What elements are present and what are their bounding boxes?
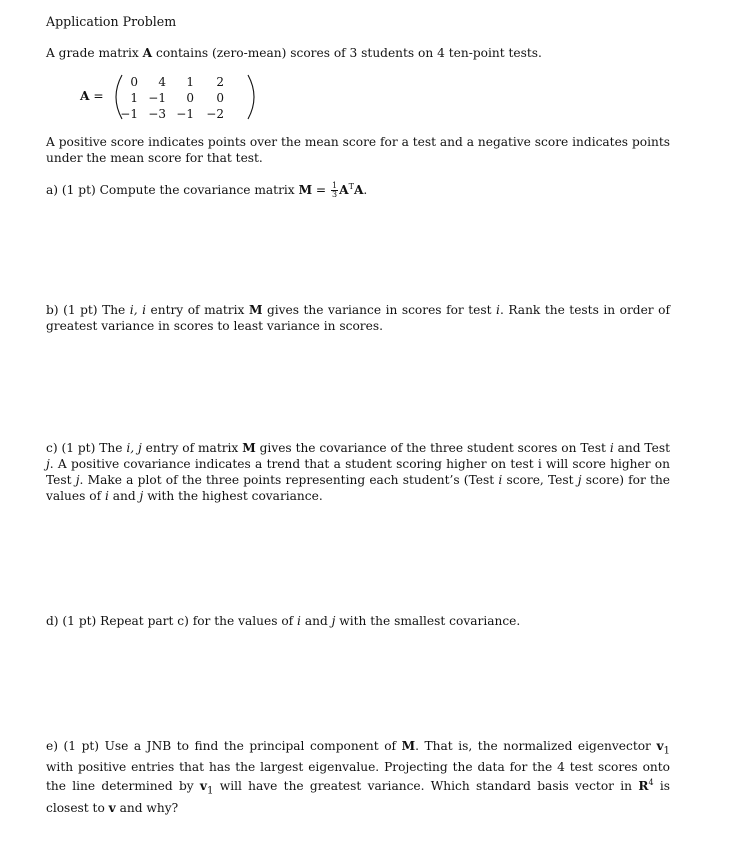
fraction: $\frac{1}{3}$ — [332, 181, 338, 200]
matrix-cell: 0 — [216, 91, 224, 105]
matrix-cell: −1 — [148, 91, 166, 105]
matrix-cell: 0 — [186, 91, 194, 105]
matrix-cell: 4 — [158, 75, 166, 89]
matrix-cell: −2 — [206, 107, 224, 121]
question-e: e) (1 pt) Use a JNB to find the principal component of M. That is, the normalized eigenvector $v_1$ with positive entries that has the largest eigenvalue. Projecting the data for the 4 test scores onto the line determined by $v_1$ will have the greatest variance. Which standard basis vector in $R^4$ is closest to v and why? — [46, 739, 671, 815]
matrix-cell: 0 — [130, 75, 138, 89]
question-b: b) (1 pt) The i, i entry of matrix M gives the variance in scores for test i. Rank the tests in order of greatest variance in scores to least variance in scores. — [46, 303, 670, 333]
matrix-cell: 1 — [130, 91, 138, 105]
grade-matrix — [108, 73, 262, 121]
question-a: a) (1 pt) Compute the covariance matrix M = $\frac{1}{3}$ $A^TA$. — [46, 181, 368, 200]
matrix-cell: −3 — [148, 107, 166, 121]
page-heading: Application Problem — [46, 14, 177, 29]
matrix-cell: 2 — [216, 75, 224, 89]
matrix-cell: 1 — [186, 75, 194, 89]
score-note: A positive score indicates points over the mean score for a test and a negative score indicates points under the mean score for that test. — [46, 135, 670, 165]
question-c: c) (1 pt) The i, j entry of matrix M gives the covariance of the three student scores on Test i and Test j. A positive covariance indicates a trend that a student scoring higher on test i will score higher on Test j. Make a plot of the three points representing each student’s (Test i score, Test j score) for the values of i and j with the highest covariance. — [46, 441, 671, 503]
matrix-cell: −1 — [120, 107, 138, 121]
matrix-cell: −1 — [176, 107, 194, 121]
question-d: d) (1 pt) Repeat part c) for the values of i and j with the smallest covariance. — [46, 614, 521, 628]
matrix-label: A = — [80, 89, 104, 103]
intro-paragraph: A grade matrix A contains (zero-mean) scores of 3 students on 4 ten-point tests. — [46, 46, 542, 60]
